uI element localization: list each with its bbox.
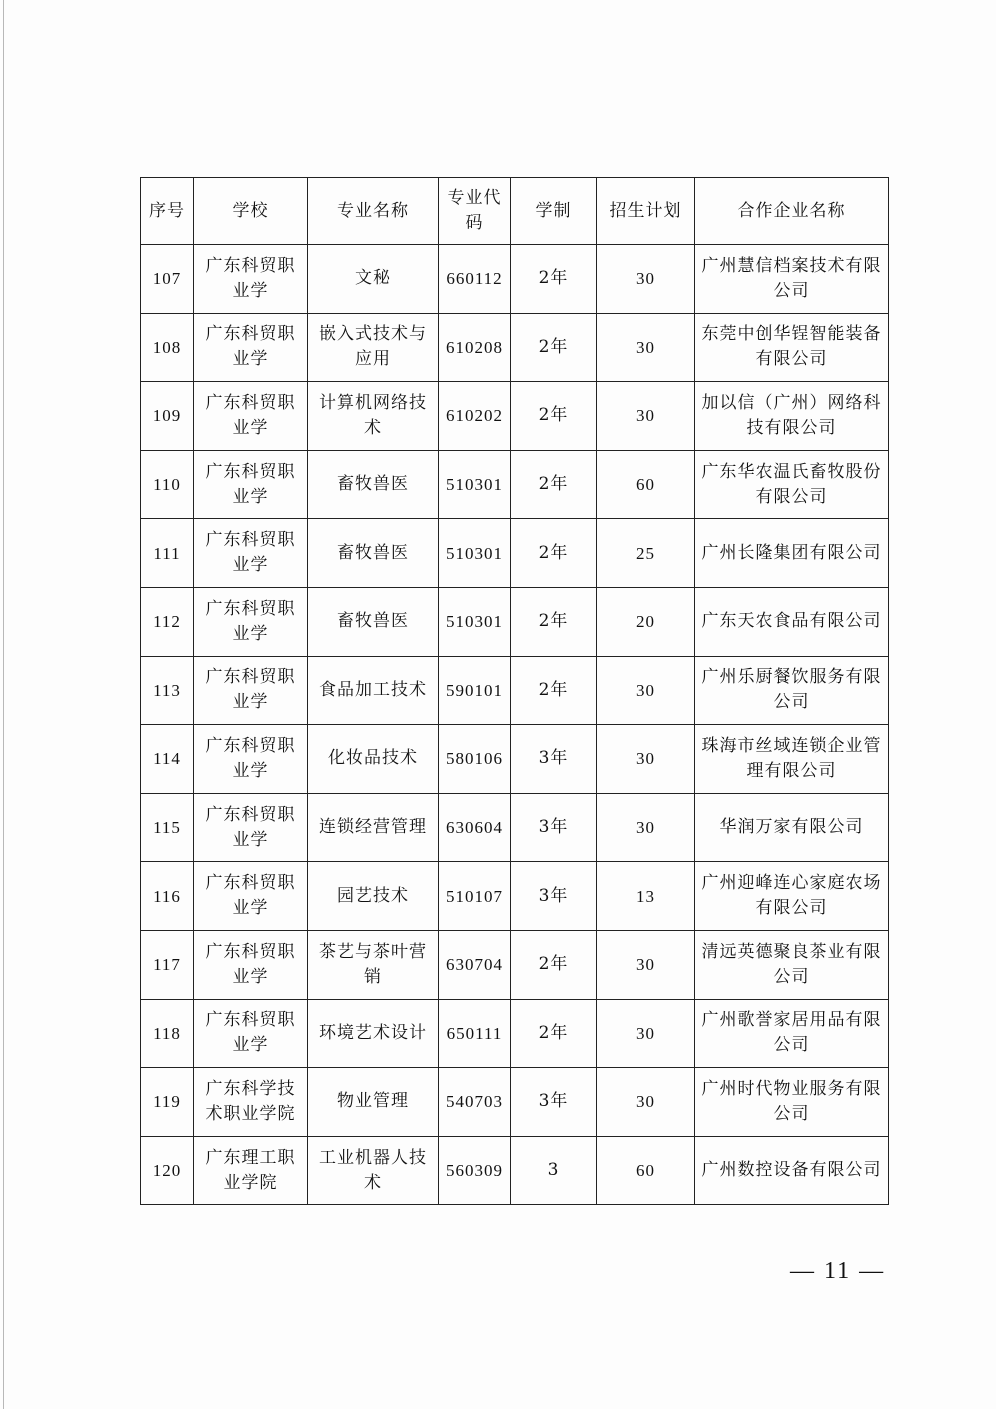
cell-company: 广州歌誉家居用品有限公司 — [695, 999, 889, 1068]
cell-major: 物业管理 — [308, 1068, 439, 1137]
cell-code: 650111 — [439, 999, 511, 1068]
cell-code: 630604 — [439, 793, 511, 862]
cell-seq: 107 — [141, 245, 194, 314]
cell-duration: 3年 — [511, 862, 597, 931]
cell-company: 珠海市丝域连锁企业管理有限公司 — [695, 725, 889, 794]
cell-seq: 108 — [141, 313, 194, 382]
cell-duration: 2年 — [511, 519, 597, 588]
cell-code: 660112 — [439, 245, 511, 314]
cell-duration: 2年 — [511, 382, 597, 451]
cell-school: 广东理工职业学院 — [194, 1136, 308, 1205]
cell-school: 广东科贸职业学 — [194, 656, 308, 725]
cell-duration: 2年 — [511, 245, 597, 314]
cell-plan: 30 — [597, 725, 695, 794]
cell-code: 510301 — [439, 519, 511, 588]
cell-plan: 60 — [597, 450, 695, 519]
cell-seq: 120 — [141, 1136, 194, 1205]
header-code: 专业代码 — [439, 178, 511, 245]
cell-code: 580106 — [439, 725, 511, 794]
cell-major: 茶艺与茶叶营销 — [308, 930, 439, 999]
table-row — [141, 999, 889, 1068]
cell-major: 嵌入式技术与应用 — [308, 313, 439, 382]
cell-major: 畜牧兽医 — [308, 587, 439, 656]
table-row — [141, 793, 889, 862]
cell-company: 广州长隆集团有限公司 — [695, 519, 889, 588]
cell-plan: 20 — [597, 587, 695, 656]
cell-plan: 25 — [597, 519, 695, 588]
header-seq: 序号 — [141, 178, 194, 245]
cell-code: 510301 — [439, 587, 511, 656]
cell-code: 510301 — [439, 450, 511, 519]
cell-school: 广东科贸职业学 — [194, 382, 308, 451]
cell-major: 化妆品技术 — [308, 725, 439, 794]
cell-code: 630704 — [439, 930, 511, 999]
table-row — [141, 313, 889, 382]
cell-duration: 3年 — [511, 1068, 597, 1137]
cell-plan: 30 — [597, 930, 695, 999]
cell-company: 东莞中创华锃智能装备有限公司 — [695, 313, 889, 382]
cell-school: 广东科贸职业学 — [194, 313, 308, 382]
header-plan: 招生计划 — [597, 178, 695, 245]
cell-school: 广东科贸职业学 — [194, 999, 308, 1068]
cell-school: 广东科贸职业学 — [194, 725, 308, 794]
cell-major: 园艺技术 — [308, 862, 439, 931]
cell-duration: 2年 — [511, 656, 597, 725]
cell-school: 广东科贸职业学 — [194, 450, 308, 519]
cell-school: 广东科贸职业学 — [194, 793, 308, 862]
cell-plan: 30 — [597, 656, 695, 725]
cell-code: 540703 — [439, 1068, 511, 1137]
cell-seq: 116 — [141, 862, 194, 931]
header-school: 学校 — [194, 178, 308, 245]
cell-plan: 30 — [597, 313, 695, 382]
cell-major: 计算机网络技术 — [308, 382, 439, 451]
cell-company: 华润万家有限公司 — [695, 793, 889, 862]
cell-seq: 119 — [141, 1068, 194, 1137]
scan-edge-line — [3, 0, 4, 1409]
cell-code: 510107 — [439, 862, 511, 931]
table-row — [141, 1068, 889, 1137]
enrollment-table — [140, 177, 889, 1205]
cell-major: 环境艺术设计 — [308, 999, 439, 1068]
cell-code: 610202 — [439, 382, 511, 451]
table-row — [141, 245, 889, 314]
table-row — [141, 656, 889, 725]
cell-school: 广东科贸职业学 — [194, 862, 308, 931]
table-row — [141, 587, 889, 656]
cell-plan: 30 — [597, 793, 695, 862]
cell-duration: 2年 — [511, 999, 597, 1068]
table-row — [141, 862, 889, 931]
cell-company: 广州迎峰连心家庭农场有限公司 — [695, 862, 889, 931]
cell-school: 广东科贸职业学 — [194, 930, 308, 999]
cell-duration: 3年 — [511, 725, 597, 794]
cell-company: 广州时代物业服务有限公司 — [695, 1068, 889, 1137]
table-row — [141, 519, 889, 588]
cell-duration: 2年 — [511, 313, 597, 382]
table-row — [141, 1136, 889, 1205]
cell-duration: 2年 — [511, 930, 597, 999]
cell-seq: 112 — [141, 587, 194, 656]
cell-plan: 30 — [597, 245, 695, 314]
cell-plan: 13 — [597, 862, 695, 931]
cell-duration: 3年 — [511, 793, 597, 862]
cell-code: 610208 — [439, 313, 511, 382]
cell-school: 广东科贸职业学 — [194, 587, 308, 656]
cell-company: 广州数控设备有限公司 — [695, 1136, 889, 1205]
table-row — [141, 725, 889, 794]
cell-company: 广东华农温氏畜牧股份有限公司 — [695, 450, 889, 519]
cell-duration: 2年 — [511, 587, 597, 656]
cell-duration: 2年 — [511, 450, 597, 519]
cell-major: 连锁经营管理 — [308, 793, 439, 862]
table-header-row — [141, 178, 889, 245]
cell-plan: 30 — [597, 1068, 695, 1137]
cell-code: 560309 — [439, 1136, 511, 1205]
cell-major: 畜牧兽医 — [308, 519, 439, 588]
cell-duration: 3 — [511, 1136, 597, 1205]
cell-seq: 118 — [141, 999, 194, 1068]
cell-major: 食品加工技术 — [308, 656, 439, 725]
cell-school: 广东科学技术职业学院 — [194, 1068, 308, 1137]
cell-seq: 110 — [141, 450, 194, 519]
table-row — [141, 450, 889, 519]
table-row — [141, 382, 889, 451]
cell-company: 清远英德聚良茶业有限公司 — [695, 930, 889, 999]
header-company: 合作企业名称 — [695, 178, 889, 245]
cell-seq: 114 — [141, 725, 194, 794]
cell-code: 590101 — [439, 656, 511, 725]
cell-plan: 30 — [597, 382, 695, 451]
header-major: 专业名称 — [308, 178, 439, 245]
cell-major: 畜牧兽医 — [308, 450, 439, 519]
cell-major: 工业机器人技术 — [308, 1136, 439, 1205]
cell-company: 加以信（广州）网络科技有限公司 — [695, 382, 889, 451]
cell-school: 广东科贸职业学 — [194, 245, 308, 314]
cell-plan: 30 — [597, 999, 695, 1068]
cell-plan: 60 — [597, 1136, 695, 1205]
cell-seq: 109 — [141, 382, 194, 451]
cell-seq: 111 — [141, 519, 194, 588]
cell-major: 文秘 — [308, 245, 439, 314]
cell-company: 广州慧信档案技术有限公司 — [695, 245, 889, 314]
cell-company: 广东天农食品有限公司 — [695, 587, 889, 656]
header-duration: 学制 — [511, 178, 597, 245]
cell-school: 广东科贸职业学 — [194, 519, 308, 588]
cell-seq: 117 — [141, 930, 194, 999]
table-row — [141, 930, 889, 999]
cell-seq: 113 — [141, 656, 194, 725]
cell-company: 广州乐厨餐饮服务有限公司 — [695, 656, 889, 725]
cell-seq: 115 — [141, 793, 194, 862]
page-number: — 11 — — [790, 1258, 886, 1284]
